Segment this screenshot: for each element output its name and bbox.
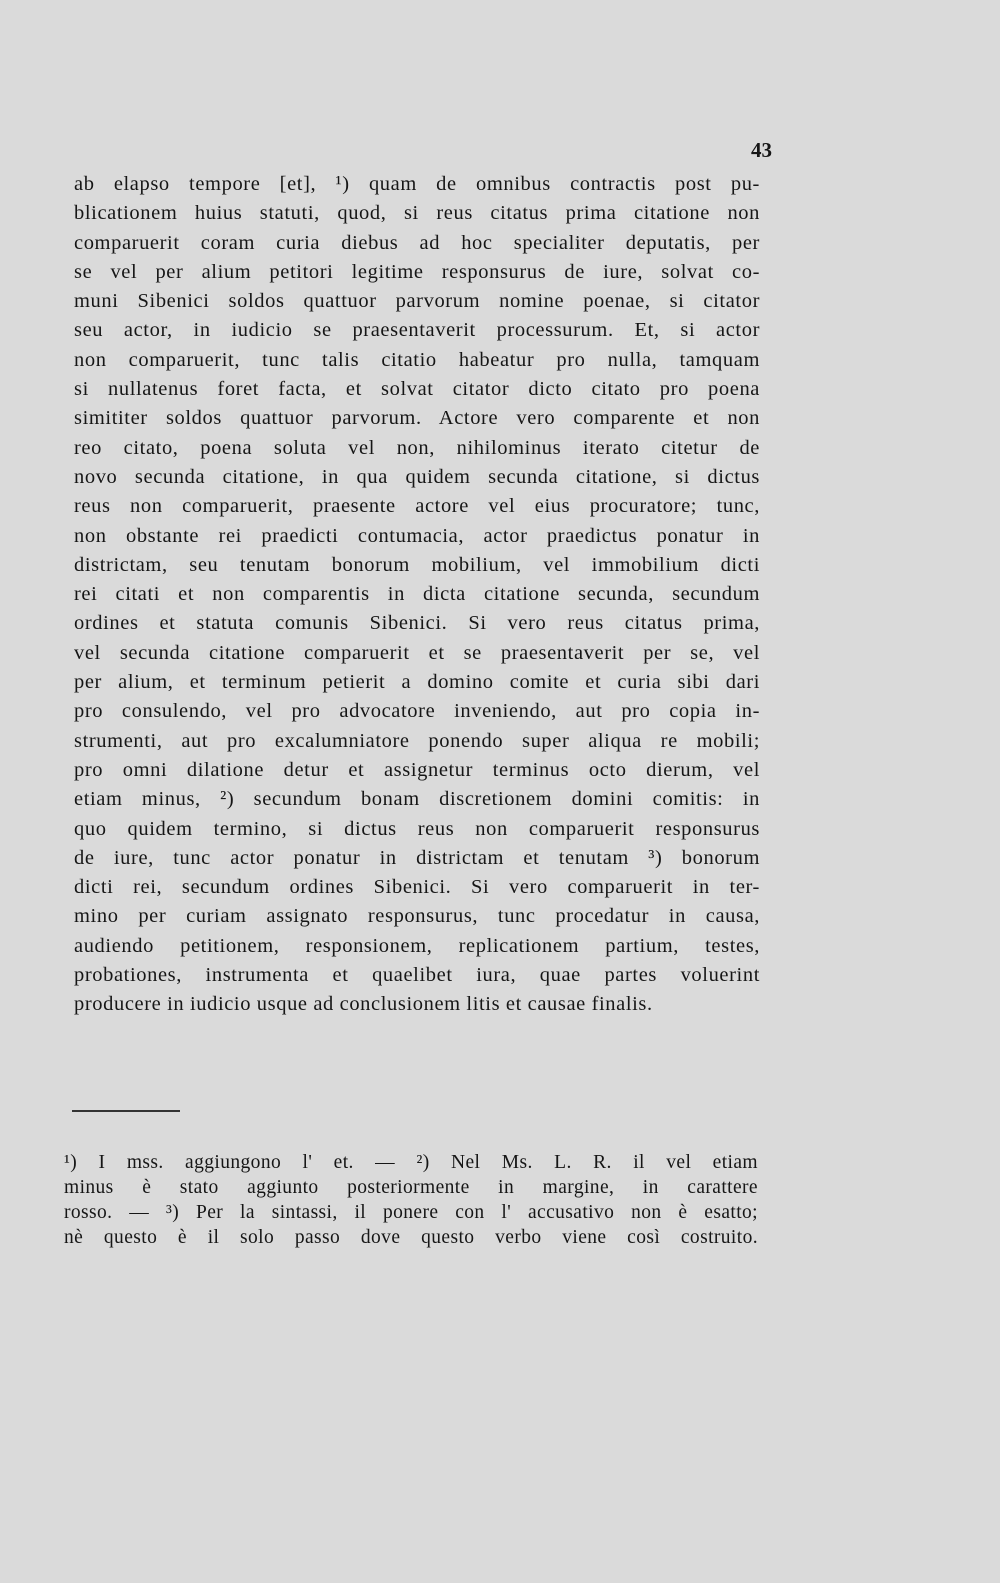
body-line: pro omni dilatione detur et assignetur terminus octo dierum, vel [74, 758, 760, 781]
body-line: audiendo petitionem, responsionem, replicationem partium, testes, [74, 934, 760, 957]
body-line: simititer soldos quattuor parvorum. Actore vero comparente et non [74, 407, 760, 430]
footnote-line: rosso. — ³) Per la sintassi, il ponere con l' accusativo non è esatto; [64, 1202, 758, 1223]
body-line: comparuerit coram curia diebus ad hoc specialiter deputatis, per [74, 231, 760, 254]
body-line: reo citato, poena soluta vel non, nihilominus iterato citetur de [74, 436, 760, 459]
body-line: si nullatenus foret facta, et solvat citator dicto citato pro poena [74, 378, 760, 401]
footnotes [64, 1150, 758, 1250]
body-line: probationes, instrumenta et quaelibet iura, quae partes voluerint [74, 964, 760, 987]
body-line: mino per curiam assignato responsurus, tunc procedatur in causa, [74, 905, 760, 928]
body-line: dicti rei, secundum ordines Sibenici. Si vero comparuerit in ter- [74, 876, 760, 899]
footnote-line: ¹) I mss. aggiungono l' et. — ²) Nel Ms. L. R. il vel etiam [64, 1152, 758, 1173]
body-line: strumenti, aut pro excalumniatore ponendo super aliqua re mobili; [74, 729, 760, 752]
footnote-separator [72, 1110, 180, 1112]
body-line: reus non comparuerit, praesente actore vel eius procuratore; tunc, [74, 495, 760, 518]
footnote-line: minus è stato aggiunto posteriormente in margine, in carattere [64, 1177, 758, 1198]
page-number: 43 [751, 138, 772, 162]
body-line: non obstante rei praedicti contumacia, actor praedictus ponatur in [74, 524, 760, 547]
body-line: ab elapso tempore [et], ¹) quam de omnibus contractis post pu- [74, 173, 760, 195]
body-line: blicationem huius statuti, quod, si reus citatus prima citatione non [74, 202, 760, 225]
body-line: districtam, seu tenutam bonorum mobilium, vel immobilium dicti [74, 553, 760, 576]
body-line: vel secunda citatione comparuerit et se praesentaverit per se, vel [74, 641, 760, 664]
body-line: de iure, tunc actor ponatur in districtam et tenutam ³) bonorum [74, 846, 760, 869]
body-text [74, 170, 760, 1020]
body-line: ordines et statuta comunis Sibenici. Si vero reus citatus prima, [74, 612, 760, 635]
body-line: quo quidem termino, si dictus reus non comparuerit responsurus [74, 817, 760, 840]
body-line: rei citati et non comparentis in dicta citatione secunda, secundum [74, 583, 760, 606]
body-line: producere in iudicio usque ad conclusionem litis et causae finalis. [74, 993, 653, 1016]
body-line: muni Sibenici soldos quattuor parvorum nomine poenae, si citator [74, 290, 760, 313]
body-line: non comparuerit, tunc talis citatio habeatur pro nulla, tamquam [74, 348, 760, 371]
body-line: etiam minus, ²) secundum bonam discretionem domini comitis: in [74, 788, 760, 811]
footnote-line: nè questo è il solo passo dove questo verbo viene così costruito. [64, 1227, 758, 1248]
body-line: per alium, et terminum petierit a domino comite et curia sibi dari [74, 671, 760, 694]
body-line: novo secunda citatione, in qua quidem secunda citatione, si dictus [74, 465, 760, 488]
body-line: seu actor, in iudicio se praesentaverit processurum. Et, si actor [74, 319, 760, 342]
body-line: pro consulendo, vel pro advocatore inveniendo, aut pro copia in- [74, 700, 760, 723]
body-line: se vel per alium petitori legitime responsurus de iure, solvat co- [74, 260, 760, 283]
